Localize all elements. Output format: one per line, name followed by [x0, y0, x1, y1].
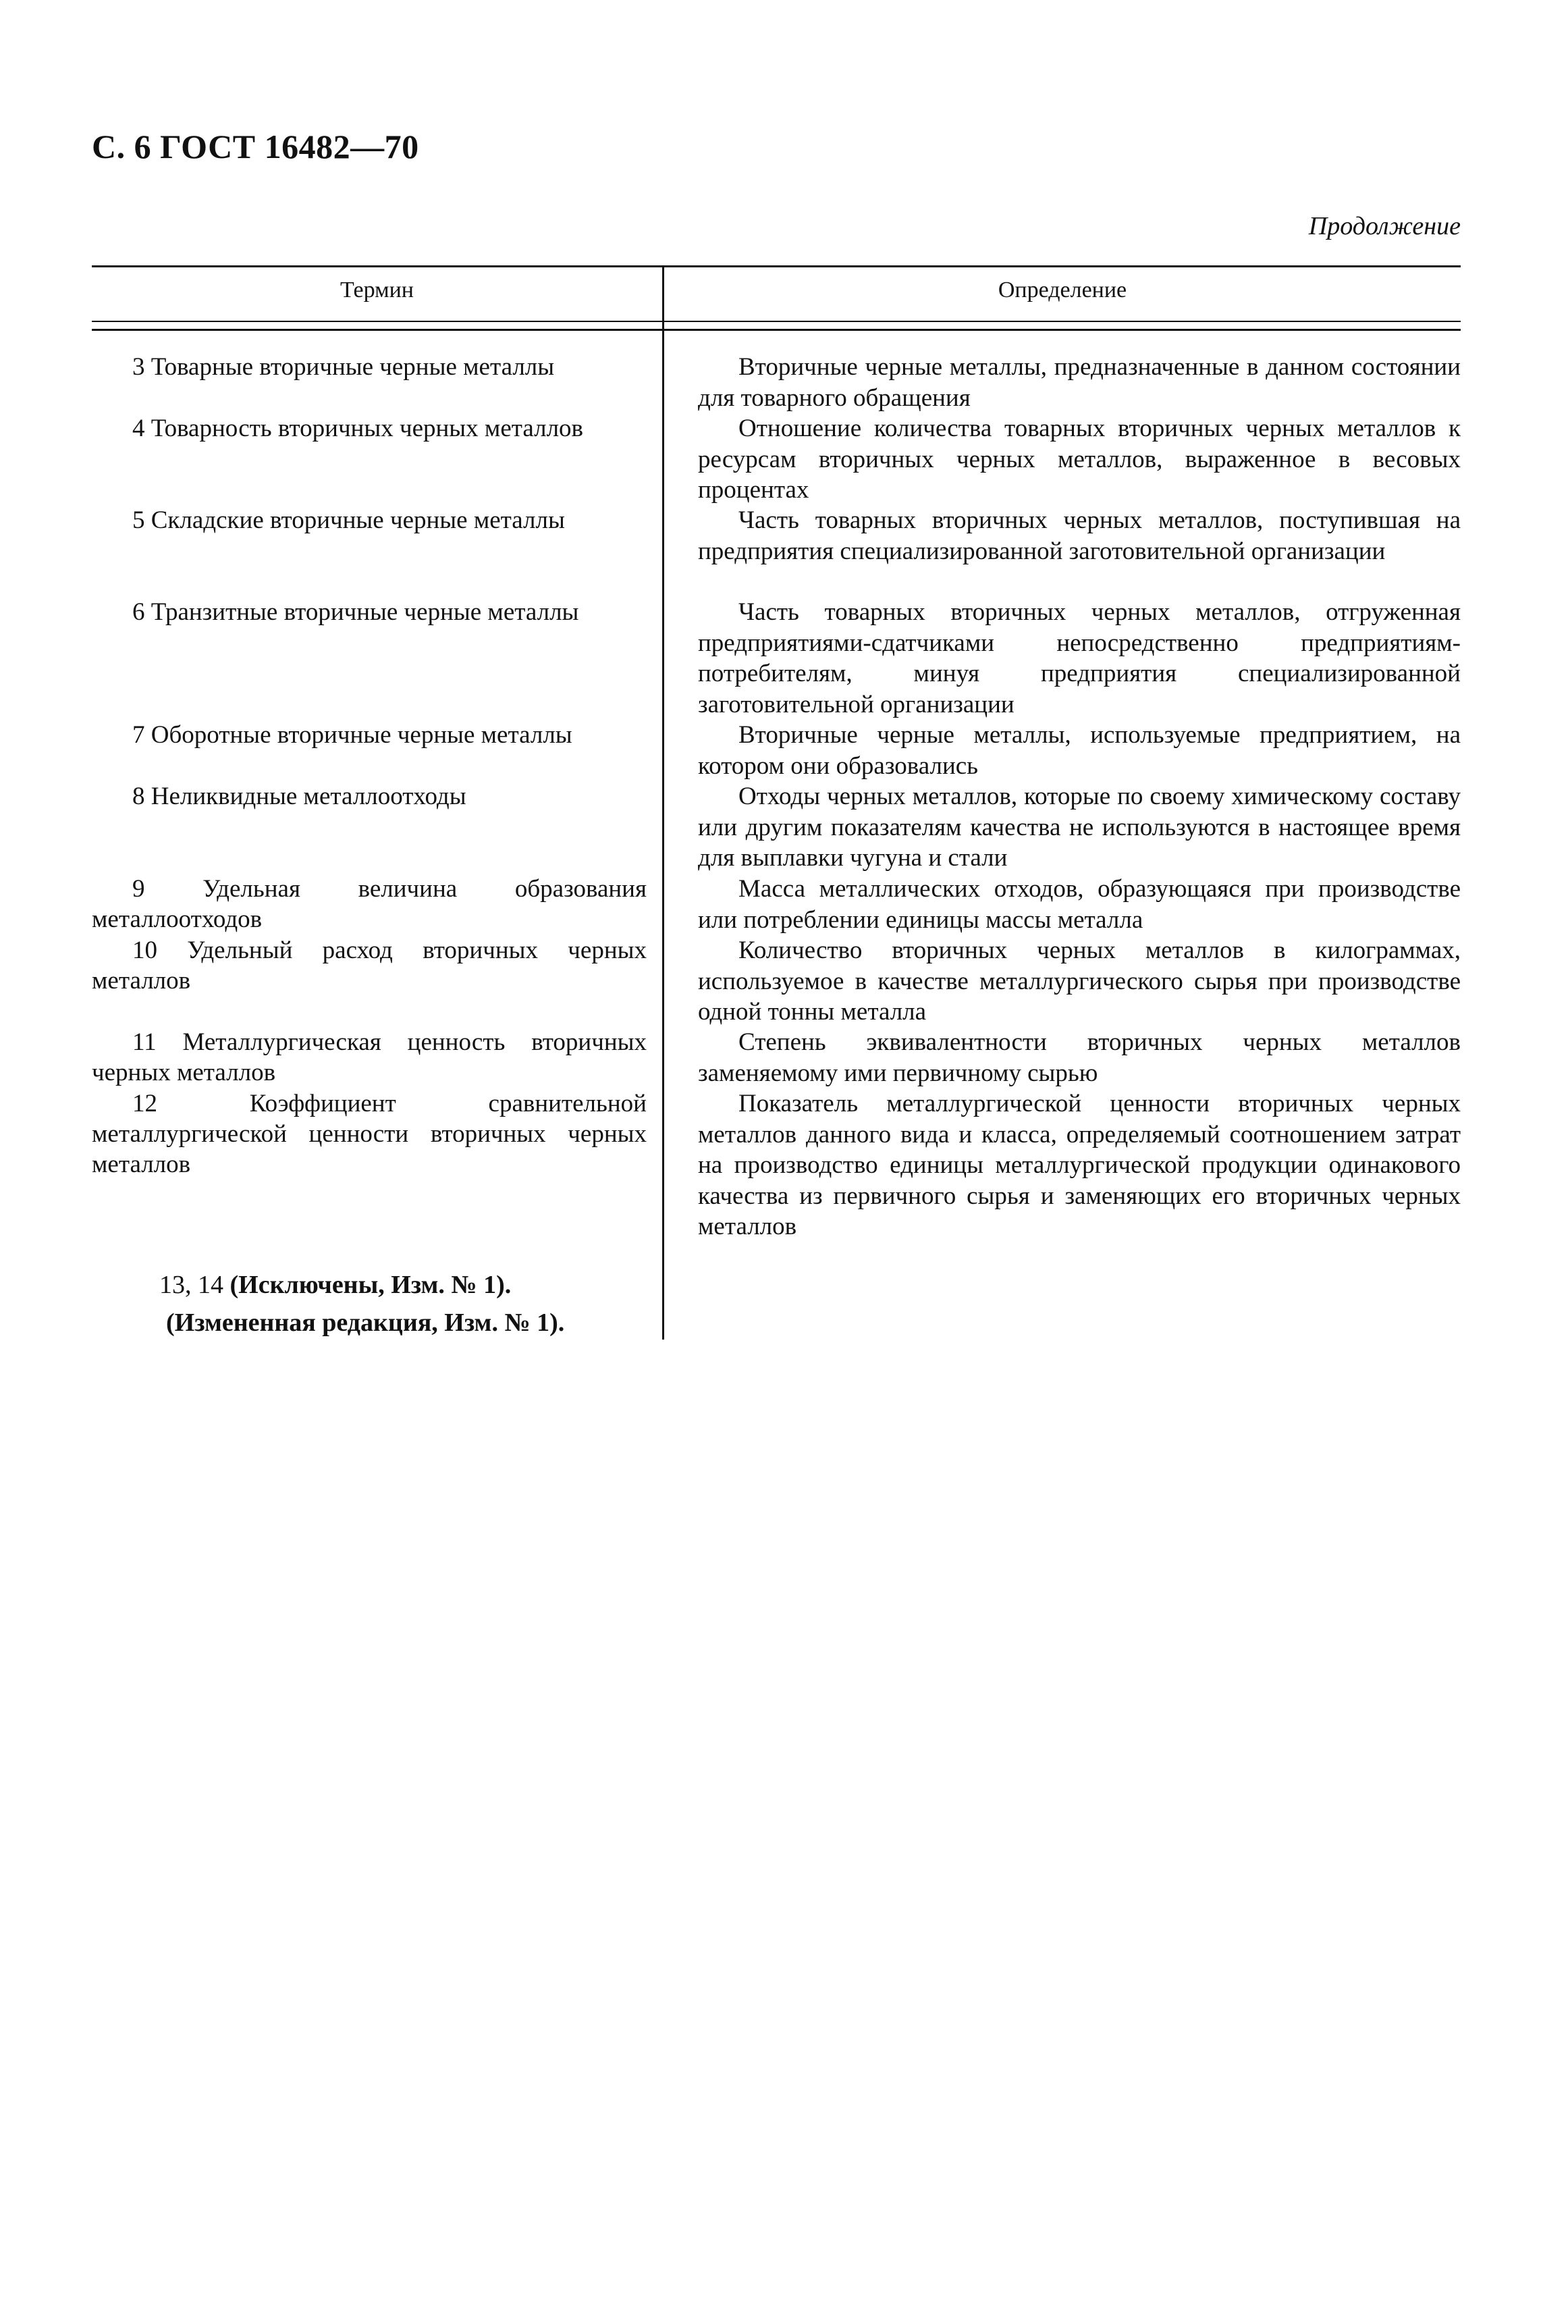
term-12: 12 Коэффициент сравнительной металлургической ценности вторичных черных металлов: [92, 1090, 647, 1178]
column-header-definition: Определение: [998, 278, 1127, 302]
term-6: 6 Транзитные вторичные черные металлы: [132, 598, 579, 626]
term-11: 11 Металлургическая ценность вторичных черных металлов: [92, 1028, 647, 1086]
term-4: 4 Товарность вторичных черных металлов: [132, 415, 584, 442]
amendment-note: [92, 1266, 647, 1342]
definition-7: Вторичные черные металлы, используемые предприятием, на котором они образовались: [698, 721, 1461, 780]
table-header-rule: [92, 321, 1461, 322]
term-3: 3 Товарные вторичные черные металлы: [132, 353, 555, 381]
term-5: 5 Складские вторичные черные металлы: [132, 506, 565, 534]
definition-9: Масса металлических отходов, образующаяся при производстве или потреблении единицы массы металла: [698, 875, 1461, 934]
definition-10: Количество вторичных черных металлов в килограммах, используемое в качестве металлургического сырья при производстве одной тонны металла: [698, 936, 1461, 1026]
note-numbers: 13, 14: [159, 1271, 223, 1299]
term-8: 8 Неликвидные металлоотходы: [132, 783, 466, 810]
table-header-rule-double: [92, 329, 1461, 331]
note-excluded: (Исключены, Изм. № 1).: [229, 1271, 512, 1299]
column-divider: [662, 265, 664, 1340]
column-header-term: Термин: [340, 278, 414, 302]
note-revised: (Измененная редакция, Изм. № 1).: [166, 1309, 565, 1337]
definition-11: Степень эквивалентности вторичных черных металлов заменяемому ими первичному сырью: [698, 1028, 1461, 1087]
term-7: 7 Оборотные вторичные черные металлы: [132, 721, 572, 749]
definition-3: Вторичные черные металлы, предназначенные в данном состоянии для товарного обращения: [698, 353, 1461, 412]
definition-8: Отходы черных металлов, которые по своему химическому составу или другим показателям качества не используются в настоящее время для выплавки чугуна и стали: [698, 783, 1461, 872]
definition-6: Часть товарных вторичных черных металлов, отгруженная предприятиями-сдатчиками непосредственно предприятиям-потребителям, минуя предприятия специализированной заготовительной организации: [698, 598, 1461, 718]
page-header: С. 6 ГОСТ 16482—70: [92, 128, 419, 165]
term-10: 10 Удельный расход вторичных черных металлов: [92, 936, 647, 995]
continuation-label: Продолжение: [1308, 212, 1461, 240]
term-9: 9 Удельная величина образования металлоотходов: [92, 875, 647, 933]
terms-table: [92, 265, 1461, 1340]
definition-4: Отношение количества товарных вторичных черных металлов к ресурсам вторичных черных металлов, выраженное в весовых процентах: [698, 415, 1461, 504]
definition-5: Часть товарных вторичных черных металлов, поступившая на предприятия специализированной заготовительной организации: [698, 506, 1461, 565]
definition-12: Показатель металлургической ценности вторичных черных металлов данного вида и класса, определяемый соотношением затрат на производство единицы металлургической продукции одинакового качества из первичного сырья и заменяющих его вторичных черных металлов: [698, 1090, 1461, 1240]
table-top-rule: [92, 265, 1461, 267]
